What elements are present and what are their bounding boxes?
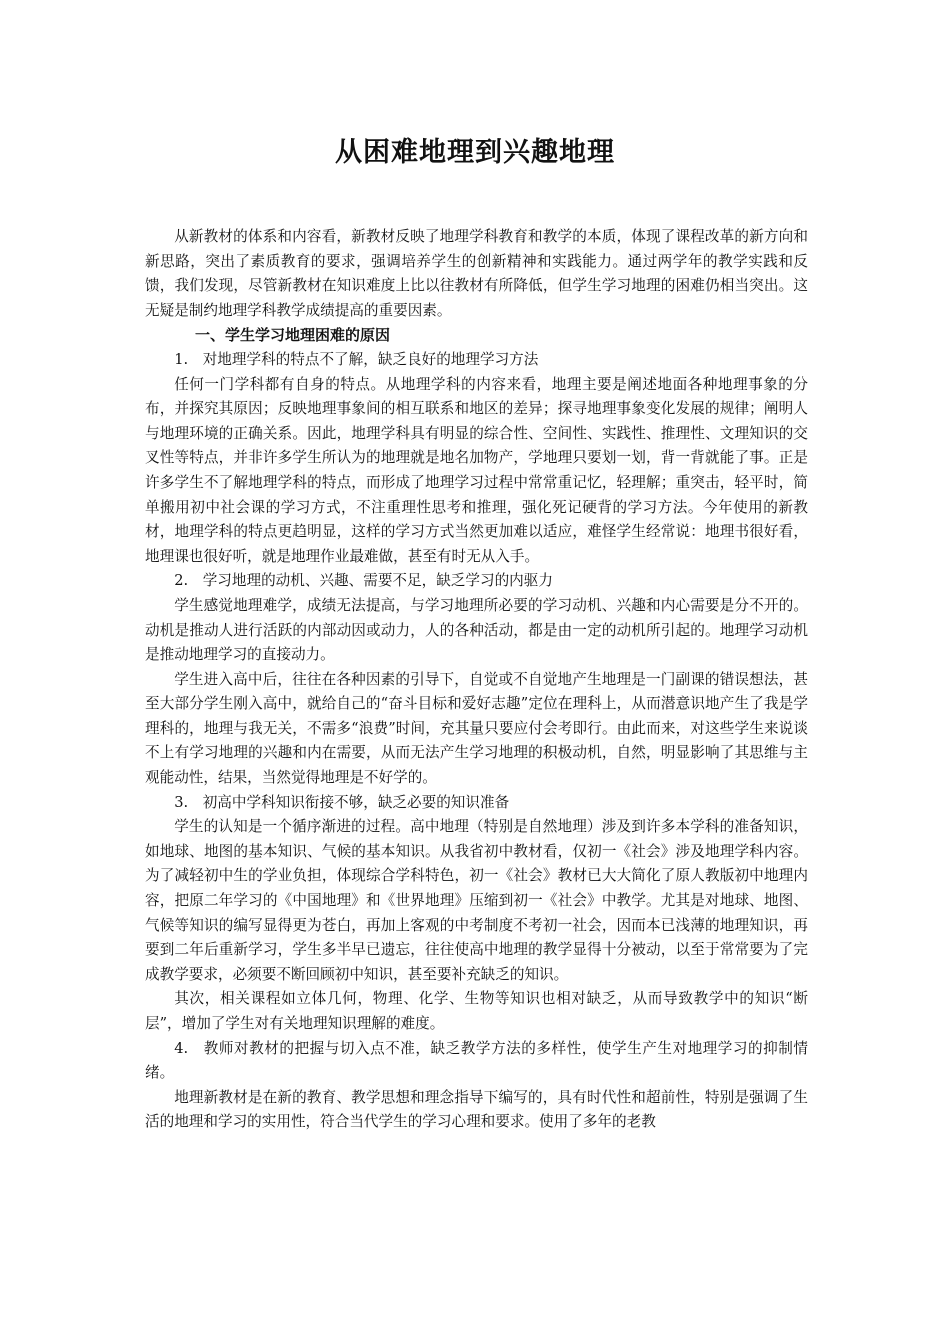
item-4-paragraph: 地理新教材是在新的教育、教学思想和理念指导下编写的，具有时代性和超前性，特别是强调了生活的地理和学习的实用性，符合当代学生的学习心理和要求。使用了多年的老教	[145, 1088, 808, 1131]
intro-paragraph: 从新教材的体系和内容看，新教材反映了地理学科教育和教学的本质，体现了课程改革的新方向和新思路，突出了素质教育的要求，强调培养学生的创新精神和实践能力。通过两学年的教学实践和反馈，我们发现，尽管新教材在知识难度上比以往教材有所降低，但学生学习地理的困难仍相当突出。这无疑是制约地理学科教学成绩提高的重要因素。	[145, 228, 808, 319]
section-heading: 一、学生学习地理困难的原因	[195, 326, 391, 345]
item-2-paragraph-2: 学生进入高中后，往往在各种因素的引导下，自觉或不自觉地产生地理是一门副课的错误想法，甚至大部分学生刚入高中，就给自己的“奋斗目标和爱好志趣”定位在理科上，从而潜意识地产生了我是学理科的，地理与我无关，不需多“浪费”时间，充其量只要应付会考即行。由此而来，对这些学生来说谈不上有学习地理的兴趣和内在需要，从而无法产生学习地理的积极动机，自然，明显影响了其思维与主观能动性，结果，当然觉得地理是不好学的。	[145, 670, 808, 787]
item-4-title: 4. 教师对教材的把握与切入点不准，缺乏教学方法的多样性，使学生产生对地理学习的抑制情绪。	[145, 1039, 808, 1082]
item-3-title: 3. 初高中学科知识衔接不够，缺乏必要的知识准备	[174, 793, 510, 811]
item-1-paragraph: 任何一门学科都有自身的特点。从地理学科的内容来看，地理主要是阐述地面各种地理事象的分布，并探究其原因；反映地理事象间的相互联系和地区的差异；探寻地理事象变化发展的规律；阐明人与地理环境的正确关系。因此，地理学科具有明显的综合性、空间性、实践性、推理性、文理知识的交叉性等特点，并非许多学生所认为的地理就是地名加物产，学地理只要划一划，背一背就能了事。正是许多学生不了解地理学科的特点，而形成了地理学习过程中常常重记忆，轻理解；重突击，轻平时，简单搬用初中社会课的学习方式，不注重理性思考和推理，强化死记硬背的学习方法。今年使用的新教材，地理学科的特点更趋明显，这样的学习方式当然更加难以适应，难怪学生经常说：地理书很好看，地理课也很好听，就是地理作业最难做，甚至有时无从入手。	[145, 375, 808, 565]
item-1-title: 1. 对地理学科的特点不了解，缺乏良好的地理学习方法	[174, 350, 539, 368]
item-3-paragraph-1: 学生的认知是一个循序渐进的过程。高中地理（特别是自然地理）涉及到许多本学科的准备知识，如地球、地图的基本知识、气候的基本知识。从我省初中教材看，仅初一《社会》涉及地理学科内容。为了减轻初中生的学业负担，体现综合学科特色，初一《社会》教材已大大简化了原人教版初中地理内容，把原二年学习的《中国地理》和《世界地理》压缩到初一《社会》中教学。尤其是对地球、地图、气候等知识的编写显得更为苍白，再加上客观的中考制度不考初一社会，因而本已浅薄的地理知识，再要到二年后重新学习，学生多半早已遗忘，往往使高中地理的教学显得十分被动，以至于常常要为了完成教学要求，必须要不断回顾初中知识，甚至要补充缺乏的知识。	[145, 818, 808, 983]
item-2-paragraph-1: 学生感觉地理难学，成绩无法提高，与学习地理所必要的学习动机、兴趣和内心需要是分不开的。动机是推动人进行活跃的内部动因或动力，人的各种活动，都是由一定的动机所引起的。地理学习动机是推动地理学习的直接动力。	[145, 596, 808, 664]
item-3-paragraph-2: 其次，相关课程如立体几何，物理、化学、生物等知识也相对缺乏，从而导致教学中的知识“断层”，增加了学生对有关地理知识理解的难度。	[145, 990, 808, 1032]
document-body	[145, 225, 808, 1135]
document-title: 从困难地理到兴趣地理	[335, 137, 615, 168]
item-2-title: 2. 学习地理的动机、兴趣、需要不足，缺乏学习的内驱力	[174, 572, 553, 590]
